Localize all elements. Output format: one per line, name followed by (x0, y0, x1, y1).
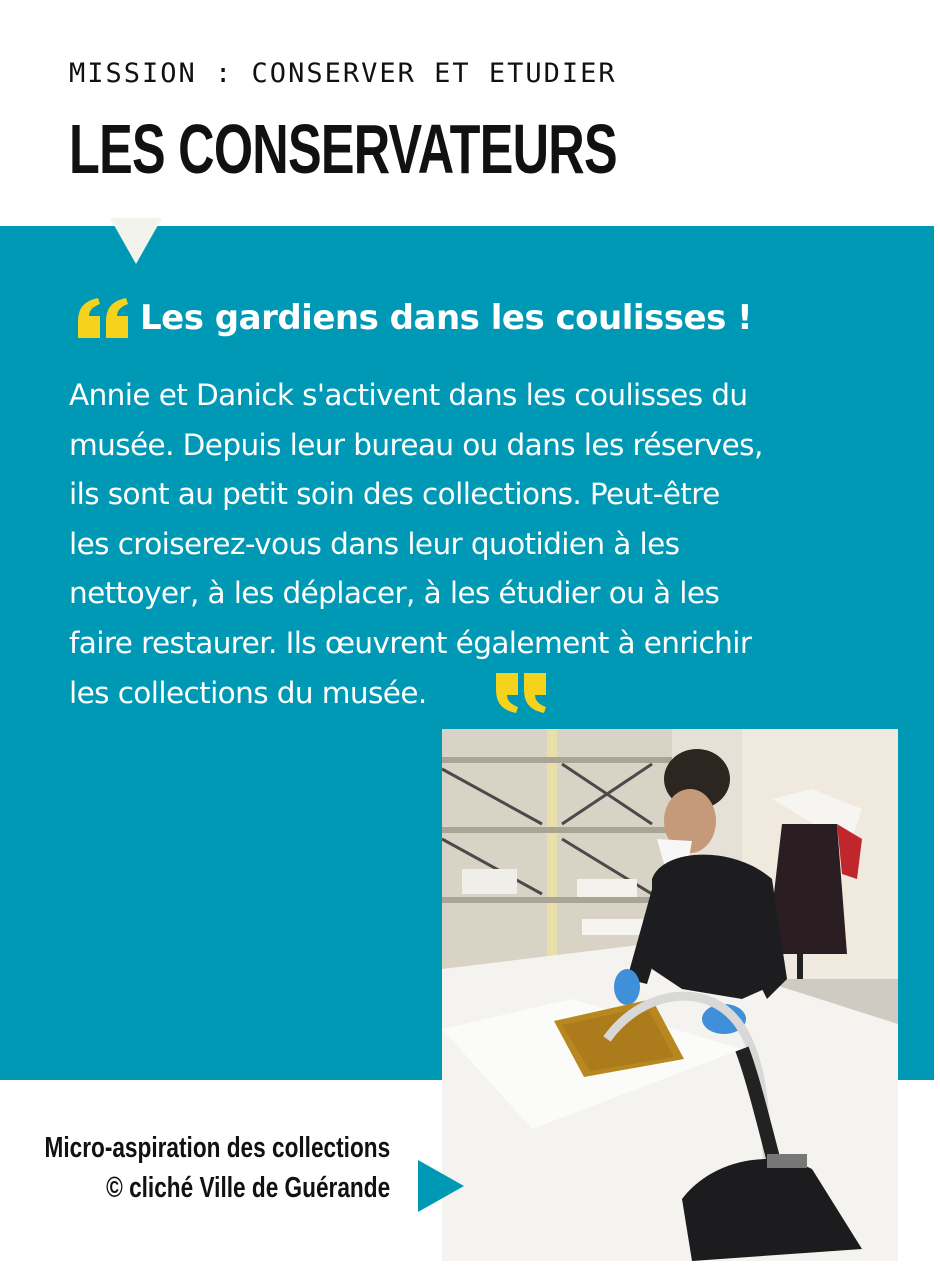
body-line: les croiserez-vous dans leur quotidien à les (69, 526, 680, 561)
body-line: ils sont au petit soin des collections. Peut-être (69, 477, 720, 512)
quote-close-icon (494, 673, 548, 713)
mission-kicker: MISSION : CONSERVER ET ETUDIER (69, 58, 617, 89)
speech-pointer (110, 218, 162, 264)
panel-subtitle: Les gardiens dans les coulisses ! (140, 298, 753, 338)
quote-open-icon (76, 298, 130, 338)
caption-credit: © cliché Ville de Guérande (105, 1172, 390, 1204)
page-title: LES CONSERVATEURS (69, 110, 617, 188)
caption-line: Micro-aspiration des collections (44, 1132, 390, 1164)
body-line: les collections du musée. (69, 675, 427, 710)
panel-body (69, 371, 889, 718)
caption-arrow (418, 1160, 464, 1212)
body-line: Annie et Danick s'activent dans les coulisses du (69, 378, 748, 412)
body-line: musée. Depuis leur bureau ou dans les réserves, (69, 427, 763, 462)
body-line: nettoyer, à les déplacer, à les étudier ou à les (69, 576, 720, 611)
conservator-photo (442, 729, 898, 1261)
photo-caption (44, 1128, 390, 1208)
body-line: faire restaurer. Ils œuvrent également à enrichir (69, 625, 752, 660)
